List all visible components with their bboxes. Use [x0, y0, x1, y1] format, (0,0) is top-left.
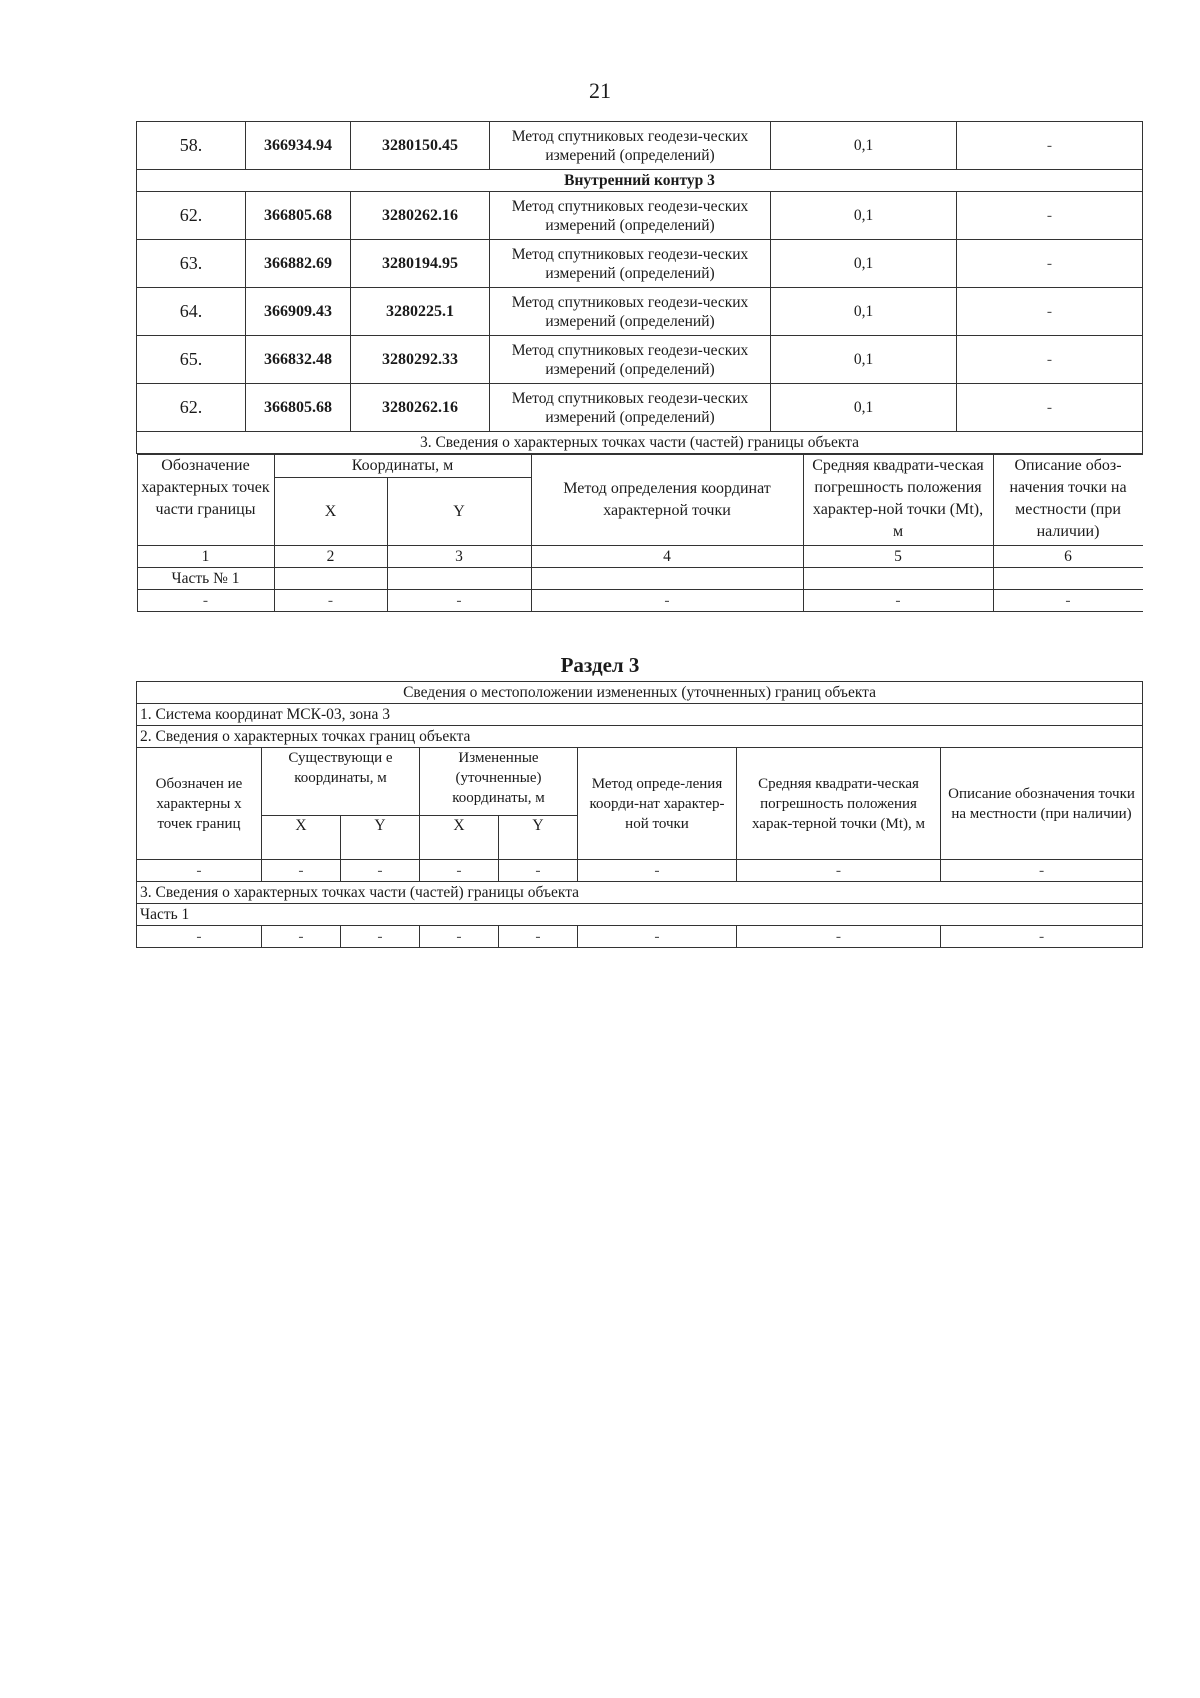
dash-cell: - — [137, 860, 262, 882]
col-number: 4 — [531, 546, 803, 568]
point-number: 62. — [137, 192, 246, 240]
dash-cell: - — [578, 860, 737, 882]
coords-header: Координаты, м — [274, 455, 531, 478]
mt-cell: 0,1 — [771, 384, 957, 432]
dash-cell: - — [578, 926, 737, 948]
coord-x: 366934.94 — [246, 122, 351, 170]
coord-y: 3280194.95 — [351, 240, 490, 288]
dash-cell: - — [274, 590, 387, 612]
point-number: 58. — [137, 122, 246, 170]
dash-cell: - — [341, 860, 420, 882]
column-numbers-row — [137, 546, 1143, 568]
coord-x: 366882.69 — [246, 240, 351, 288]
dash-cell: - — [262, 926, 341, 948]
existing-y-header: Y — [341, 816, 420, 860]
description-header: Описание обозначения точки на местности (при наличии) — [941, 748, 1143, 860]
method-cell: Метод спутниковых геодези-ческих измерений (определений) — [490, 192, 771, 240]
point-number: 62. — [137, 384, 246, 432]
designation-header: Обозначен ие характерны х точек границ — [137, 748, 262, 860]
part-points-title: 3. Сведения о характерных точках части (частей) границы объекта — [137, 882, 1143, 904]
part-row — [137, 568, 1143, 590]
coord-y: 3280262.16 — [351, 384, 490, 432]
existing-coords-header: Существующи е координаты, м — [262, 748, 420, 816]
mt-cell: 0,1 — [771, 240, 957, 288]
description-cell: - — [957, 336, 1143, 384]
method-cell: Метод спутниковых геодези-ческих измерений (определений) — [490, 288, 771, 336]
dash-cell: - — [341, 926, 420, 948]
coord-y: 3280292.33 — [351, 336, 490, 384]
method-cell: Метод спутниковых геодези-ческих измерений (определений) — [490, 122, 771, 170]
table-row — [137, 240, 1143, 288]
col-number: 5 — [803, 546, 993, 568]
table-title: Сведения о местоположении измененных (уточненных) границ объекта — [137, 682, 1143, 704]
part-points-title: 3. Сведения о характерных точках части (частей) границы объекта — [137, 432, 1143, 454]
coordinate-system: 1. Система координат МСК-03, зона 3 — [137, 704, 1143, 726]
dash-cell: - — [531, 590, 803, 612]
header-block-row — [137, 454, 1143, 613]
table-row — [137, 926, 1143, 948]
changed-y-header: Y — [499, 816, 578, 860]
contour-title: Внутренний контур 3 — [137, 170, 1143, 192]
dash-cell: - — [941, 860, 1143, 882]
mt-header: Средняя квадрати-ческая погрешность положения характер-ной точки (Mt), м — [803, 455, 993, 546]
col-number: 2 — [274, 546, 387, 568]
dash-cell: - — [137, 590, 274, 612]
dash-cell: - — [993, 590, 1142, 612]
dash-cell: - — [499, 860, 578, 882]
changed-boundaries-table — [136, 681, 1143, 948]
point-number: 65. — [137, 336, 246, 384]
dash-cell: - — [737, 860, 941, 882]
col-number: 3 — [387, 546, 531, 568]
point-number: 63. — [137, 240, 246, 288]
dash-cell: - — [262, 860, 341, 882]
mt-header: Средняя квадрати-ческая погрешность положения харак-терной точки (Mt), м — [737, 748, 941, 860]
x-header: X — [274, 478, 387, 546]
col-number: 6 — [993, 546, 1142, 568]
part-points-header — [137, 454, 1143, 612]
description-cell: - — [957, 192, 1143, 240]
section-title-row — [137, 432, 1143, 454]
mt-cell: 0,1 — [771, 288, 957, 336]
coord-x: 366805.68 — [246, 192, 351, 240]
coord-y: 3280150.45 — [351, 122, 490, 170]
method-header: Метод определения координат характерной точки — [531, 455, 803, 546]
mt-cell: 0,1 — [771, 192, 957, 240]
table-row — [137, 590, 1143, 612]
designation-header: Обозначение характерных точек части границы — [137, 455, 274, 546]
dash-cell: - — [420, 926, 499, 948]
dash-cell: - — [737, 926, 941, 948]
points-title: 2. Сведения о характерных точках границ объекта — [137, 726, 1143, 748]
dash-cell: - — [499, 926, 578, 948]
coord-x: 366909.43 — [246, 288, 351, 336]
boundary-points-table — [136, 121, 1143, 612]
mt-cell: 0,1 — [771, 336, 957, 384]
table-row — [137, 192, 1143, 240]
part-label: Часть № 1 — [137, 568, 274, 590]
y-header: Y — [387, 478, 531, 546]
mt-cell: 0,1 — [771, 122, 957, 170]
table-row — [137, 860, 1143, 882]
description-cell: - — [957, 122, 1143, 170]
point-number: 64. — [137, 288, 246, 336]
existing-x-header: X — [262, 816, 341, 860]
coord-y: 3280225.1 — [351, 288, 490, 336]
description-cell: - — [957, 288, 1143, 336]
table-row — [137, 384, 1143, 432]
part-label: Часть 1 — [137, 904, 1143, 926]
contour-title-row — [137, 170, 1143, 192]
coord-x: 366832.48 — [246, 336, 351, 384]
description-cell: - — [957, 384, 1143, 432]
changed-x-header: X — [420, 816, 499, 860]
description-cell: - — [957, 240, 1143, 288]
dash-cell: - — [803, 590, 993, 612]
dash-cell: - — [387, 590, 531, 612]
coord-x: 366805.68 — [246, 384, 351, 432]
method-header: Метод опреде-ления коорди-нат характер-ной точки — [578, 748, 737, 860]
dash-cell: - — [420, 860, 499, 882]
table-row — [137, 336, 1143, 384]
table-row — [137, 288, 1143, 336]
page-number: 21 — [589, 78, 611, 103]
changed-coords-header: Измененные (уточненные) координаты, м — [420, 748, 578, 816]
col-number: 1 — [137, 546, 274, 568]
dash-cell: - — [137, 926, 262, 948]
section-title: Раздел 3 — [560, 653, 640, 677]
dash-cell: - — [941, 926, 1143, 948]
description-header: Описание обоз-начения точки на местности (при наличии) — [993, 455, 1142, 546]
coord-y: 3280262.16 — [351, 192, 490, 240]
method-cell: Метод спутниковых геодези-ческих измерений (определений) — [490, 240, 771, 288]
method-cell: Метод спутниковых геодези-ческих измерений (определений) — [490, 384, 771, 432]
table-row — [137, 122, 1143, 170]
method-cell: Метод спутниковых геодези-ческих измерений (определений) — [490, 336, 771, 384]
